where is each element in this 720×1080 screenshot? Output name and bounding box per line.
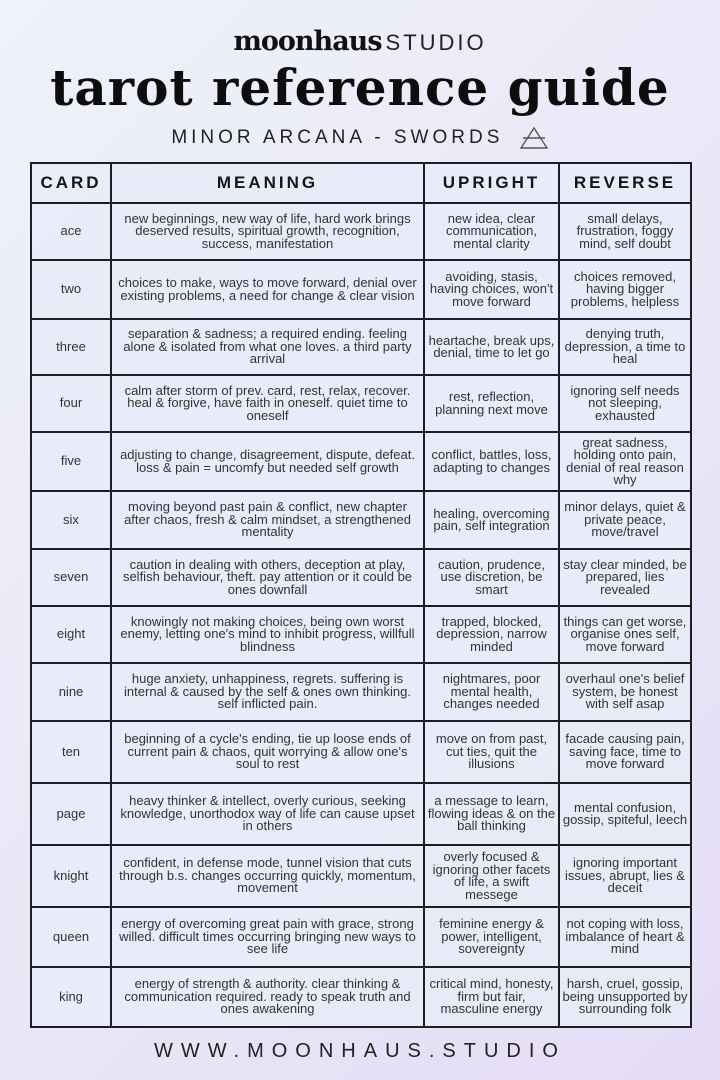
table-header-row	[31, 163, 691, 203]
cell-upright: healing, overcoming pain, self integration	[424, 491, 559, 549]
cell-card: king	[31, 967, 111, 1027]
table-row	[31, 845, 691, 907]
cell-meaning: energy of strength & authority. clear thinking & communication required. ready to speak truth and ones awakening	[111, 967, 424, 1027]
table-row	[31, 783, 691, 845]
cell-upright: rest, reflection, planning next move	[424, 375, 559, 432]
air-element-triangle-icon	[519, 126, 549, 150]
cell-reverse: small delays, frustration, foggy mind, self doubt	[559, 203, 691, 260]
cell-meaning: beginning of a cycle's ending, tie up loose ends of current pain & chaos, quit worrying & allow one's soul to rest	[111, 721, 424, 783]
cell-upright: avoiding, stasis, having choices, won't move forward	[424, 260, 559, 319]
cell-card: two	[31, 260, 111, 319]
cell-reverse: ignoring self needs not sleeping, exhausted	[559, 375, 691, 432]
cell-reverse: things can get worse, organise ones self, move forward	[559, 606, 691, 663]
cell-card: page	[31, 783, 111, 845]
brand-logo	[0, 26, 720, 57]
cell-meaning: moving beyond past pain & conflict, new chapter after chaos, fresh & calm mindset, a strengthened mentality	[111, 491, 424, 549]
cell-meaning: huge anxiety, unhappiness, regrets. suffering is internal & caused by the self & ones own thinking. self inflicted pain.	[111, 663, 424, 721]
cell-reverse: overhaul one's belief system, be honest with self asap	[559, 663, 691, 721]
table-row	[31, 491, 691, 549]
cell-reverse: facade causing pain, saving face, time to move forward	[559, 721, 691, 783]
cell-upright: a message to learn, flowing ideas & on the ball thinking	[424, 783, 559, 845]
cell-card: five	[31, 432, 111, 491]
cell-upright: caution, prudence, use discretion, be smart	[424, 549, 559, 606]
cell-card: eight	[31, 606, 111, 663]
table-row	[31, 663, 691, 721]
cell-card: six	[31, 491, 111, 549]
cell-upright: move on from past, cut ties, quit the illusions	[424, 721, 559, 783]
cell-reverse: not coping with loss, imbalance of heart & mind	[559, 907, 691, 967]
cell-upright: critical mind, honesty, firm but fair, masculine energy	[424, 967, 559, 1027]
header-reverse: REVERSE	[559, 163, 691, 203]
cell-reverse: denying truth, depression, a time to heal	[559, 319, 691, 375]
cell-meaning: knowingly not making choices, being own worst enemy, letting one's mind to inhibit progress, willfull blindness	[111, 606, 424, 663]
cell-upright: conflict, battles, loss, adapting to changes	[424, 432, 559, 491]
cell-meaning: new beginnings, new way of life, hard work brings deserved results, spiritual growth, recognition, success, manifestation	[111, 203, 424, 260]
tarot-table	[30, 162, 692, 1028]
page-title: tarot reference guide	[50, 58, 670, 117]
table-row	[31, 432, 691, 491]
cell-reverse: great sadness, holding onto pain, denial of real reason why	[559, 432, 691, 491]
cell-reverse: harsh, cruel, gossip, being unsupported by surrounding folk	[559, 967, 691, 1027]
cell-upright: heartache, break ups, denial, time to let go	[424, 319, 559, 375]
table-row	[31, 549, 691, 606]
header-upright: UPRIGHT	[424, 163, 559, 203]
header-card: CARD	[31, 163, 111, 203]
table-row	[31, 907, 691, 967]
cell-meaning: calm after storm of prev. card, rest, relax, recover. heal & forgive, have faith in oneself. quiet time to oneself	[111, 375, 424, 432]
cell-upright: trapped, blocked, depression, narrow minded	[424, 606, 559, 663]
cell-upright: overly focused & ignoring other facets of life, a swift messege	[424, 845, 559, 907]
table-row	[31, 606, 691, 663]
cell-card: four	[31, 375, 111, 432]
cell-reverse: stay clear minded, be prepared, lies revealed	[559, 549, 691, 606]
website-url: WWW.MOONHAUS.STUDIO	[154, 1040, 566, 1062]
cell-meaning: confident, in defense mode, tunnel vision that cuts through b.s. changes occurring quickly, momentum, movement	[111, 845, 424, 907]
cell-meaning: choices to make, ways to move forward, denial over existing problems, a need for change & clear vision	[111, 260, 424, 319]
cell-card: ace	[31, 203, 111, 260]
cell-meaning: caution in dealing with others, deception at play, selfish behaviour, theft. pay attention or it could be ones downfall	[111, 549, 424, 606]
cell-meaning: energy of overcoming great pain with grace, strong willed. difficult times occurring bringing new ways to see life	[111, 907, 424, 967]
table-row	[31, 375, 691, 432]
cell-card: nine	[31, 663, 111, 721]
cell-card: queen	[31, 907, 111, 967]
cell-card: seven	[31, 549, 111, 606]
cell-reverse: minor delays, quiet & private peace, move/travel	[559, 491, 691, 549]
cell-card: three	[31, 319, 111, 375]
subtitle-text: MINOR ARCANA - SWORDS	[171, 127, 504, 149]
cell-upright: feminine energy & power, intelligent, sovereignty	[424, 907, 559, 967]
cell-meaning: heavy thinker & intellect, overly curious, seeking knowledge, unorthodox way of life can cause upset in others	[111, 783, 424, 845]
header-meaning: MEANING	[111, 163, 424, 203]
brand-name: moonhaus	[233, 26, 382, 57]
cell-reverse: mental confusion, gossip, spiteful, leech	[559, 783, 691, 845]
table-row	[31, 203, 691, 260]
cell-meaning: separation & sadness; a required ending. feeling alone & isolated from what one loves. a third party arrival	[111, 319, 424, 375]
cell-card: knight	[31, 845, 111, 907]
cell-upright: new idea, clear communication, mental clarity	[424, 203, 559, 260]
cell-reverse: ignoring important issues, abrupt, lies & deceit	[559, 845, 691, 907]
cell-meaning: adjusting to change, disagreement, dispute, defeat. loss & pain = uncomfy but needed self growth	[111, 432, 424, 491]
cell-card: ten	[31, 721, 111, 783]
table-row	[31, 319, 691, 375]
subtitle	[0, 126, 720, 150]
table-row	[31, 967, 691, 1027]
cell-upright: nightmares, poor mental health, changes needed	[424, 663, 559, 721]
table-row	[31, 260, 691, 319]
cell-reverse: choices removed, having bigger problems, helpless	[559, 260, 691, 319]
brand-suffix: STUDIO	[385, 30, 487, 55]
table-row	[31, 721, 691, 783]
